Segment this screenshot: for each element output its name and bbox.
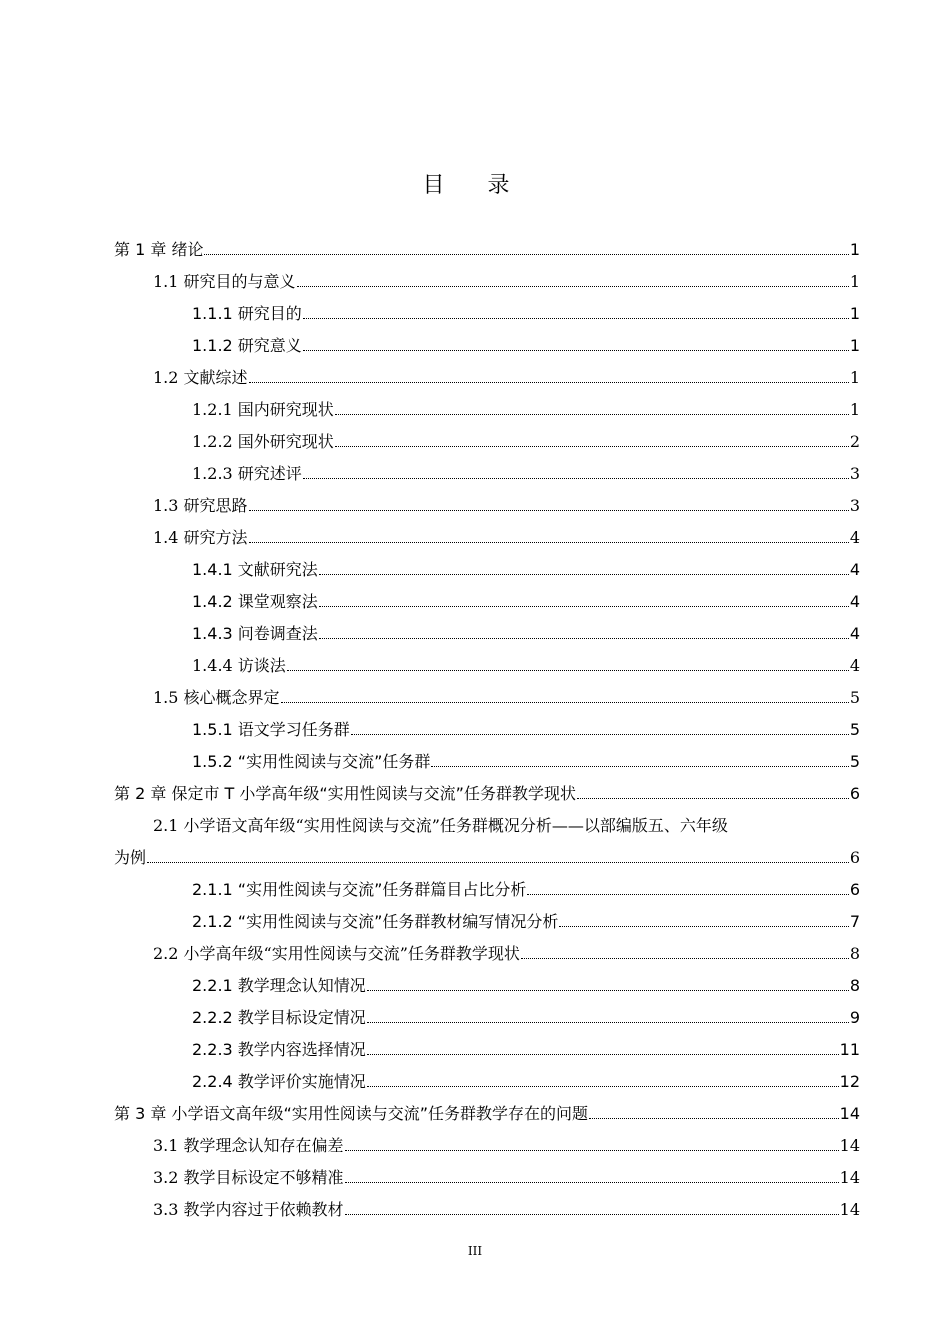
toc-entry[interactable]: 1.5.2 “实用性阅读与交流”任务群 5 xyxy=(192,746,860,778)
toc-entry[interactable]: 2.1.1 “实用性阅读与交流”任务群篇目占比分析 6 xyxy=(192,874,860,906)
toc-entry[interactable]: 1.4.1 文献研究法 4 xyxy=(192,554,860,586)
toc-entry[interactable]: 3.2 教学目标设定不够精准 14 xyxy=(153,1162,860,1194)
toc-entry[interactable]: 1.2 文献综述 1 xyxy=(153,362,860,394)
toc-entry[interactable]: 2.2.3 教学内容选择情况 11 xyxy=(192,1034,860,1066)
toc-entry[interactable]: 1.1.1 研究目的 1 xyxy=(192,298,860,330)
toc-title: 目 录 xyxy=(422,173,528,198)
toc-entry[interactable]: 1.4.4 访谈法 4 xyxy=(192,650,860,682)
toc-entry[interactable]: 1.2.1 国内研究现状 1 xyxy=(192,394,860,426)
toc-entry[interactable]: 1.1 研究目的与意义 1 xyxy=(153,266,860,298)
page-number: III xyxy=(467,1244,483,1258)
toc-entry[interactable]: 第 2 章 保定市 T 小学高年级“实用性阅读与交流”任务群教学现状 6 xyxy=(114,778,860,810)
toc-entry[interactable]: 3.3 教学内容过于依赖教材 14 xyxy=(153,1194,860,1226)
toc-entry-continuation[interactable]: 为例 6 xyxy=(114,842,860,874)
toc-entry[interactable]: 3.1 教学理念认知存在偏差 14 xyxy=(153,1130,860,1162)
toc-entry[interactable]: 1.2.3 研究述评 3 xyxy=(192,458,860,490)
toc-entry[interactable]: 第 1 章 绪论 1 xyxy=(114,234,860,266)
toc-entry[interactable]: 2.2 小学高年级“实用性阅读与交流”任务群教学现状 8 xyxy=(153,938,860,970)
toc-entry[interactable]: 1.2.2 国外研究现状 2 xyxy=(192,426,860,458)
toc-entry[interactable]: 1.3 研究思路 3 xyxy=(153,490,860,522)
toc-entry[interactable]: 1.1.2 研究意义 1 xyxy=(192,330,860,362)
toc-entry[interactable]: 2.2.4 教学评价实施情况 12 xyxy=(192,1066,860,1098)
toc-entry[interactable]: 2.2.2 教学目标设定情况 9 xyxy=(192,1002,860,1034)
toc-entry[interactable]: 2.2.1 教学理念认知情况 8 xyxy=(192,970,860,1002)
toc-entry[interactable]: 1.5 核心概念界定 5 xyxy=(153,682,860,714)
toc-entry[interactable]: 2.1.2 “实用性阅读与交流”任务群教材编写情况分析 7 xyxy=(192,906,860,938)
toc-entry-wrapped[interactable]: 2.1 小学语文高年级“实用性阅读与交流”任务群概况分析——以部编版五、六年级 xyxy=(153,816,728,835)
toc-entry[interactable]: 第 3 章 小学语文高年级“实用性阅读与交流”任务群教学存在的问题 14 xyxy=(114,1098,860,1130)
toc-entry[interactable]: 1.5.1 语文学习任务群 5 xyxy=(192,714,860,746)
toc-entry[interactable]: 1.4 研究方法 4 xyxy=(153,522,860,554)
toc-entry[interactable]: 1.4.3 问卷调查法 4 xyxy=(192,618,860,650)
toc-entry[interactable]: 1.4.2 课堂观察法 4 xyxy=(192,586,860,618)
